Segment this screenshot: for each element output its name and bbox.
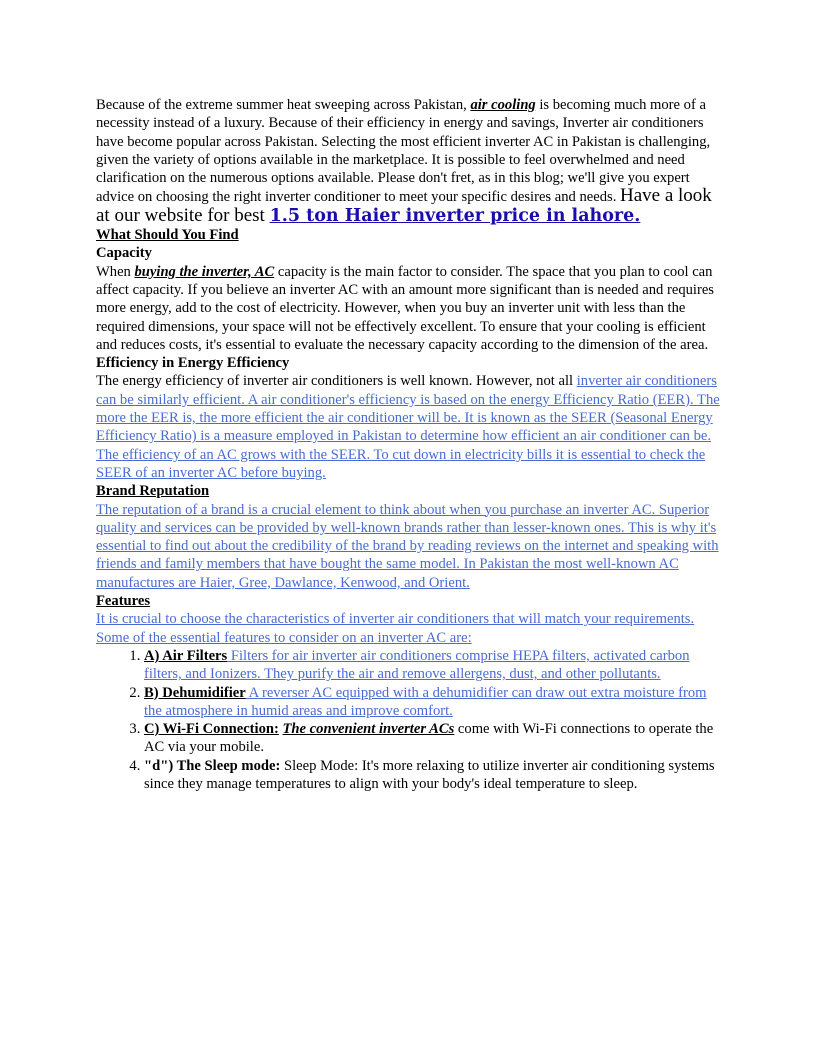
features-intro-link[interactable]: It is crucial to choose the characteristics of inverter air conditioners that will match your requirements. Some of the essential features to consider on an inverter AC are: (96, 611, 695, 646)
buying-inverter-link[interactable]: buying the inverter, AC (134, 263, 275, 280)
intro-text-1: Because of the extreme summer heat sweeping across Pakistan, (96, 97, 471, 113)
haier-price-link[interactable]: 1.5 ton Haier inverter price in lahore. (269, 205, 641, 226)
brand-heading: Brand Reputation (96, 483, 210, 500)
intro-cta-text: Have a look at our website for best (96, 185, 712, 226)
air-filters-link[interactable]: Filters for air inverter air conditioners comprise HEPA filters, activated carbon filters, and Ionizers. They purify the air and remove allergens, dust, and other pollutants. (144, 647, 690, 683)
features-list (96, 647, 722, 793)
features-intro (96, 610, 722, 647)
sleep-mode-label: "d") The Sleep mode: (144, 757, 281, 774)
efficiency-paragraph (96, 372, 722, 482)
features-heading: Features (96, 593, 151, 610)
capacity-text-2: capacity is the main factor to consider. The space that you plan to cool can affect capacity. If you believe an inverter AC with an amount more significant than is needed and requires more energy, add to the cost of electricity. However, when you buy an inverter unit with less than the required dimensions, your space will not be effectively excellent. To ensure that your cooling is efficient and reduces costs, it's essential to evaluate the necessary capacity according to the dimension of the area. (96, 263, 714, 353)
capacity-paragraph (96, 263, 722, 354)
wifi-text: come with Wi-Fi connections to operate the AC via your mobile. (144, 721, 714, 756)
brand-paragraph (96, 501, 722, 592)
list-item (144, 720, 722, 757)
air-filters-label: A) Air Filters (144, 647, 228, 664)
list-item (144, 647, 722, 684)
list-item (144, 684, 722, 721)
air-cooling-link[interactable]: air cooling (470, 97, 536, 113)
wifi-label: C) Wi-Fi Connection: (144, 721, 279, 738)
efficiency-heading: Efficiency in Energy Efficiency (96, 355, 290, 372)
capacity-text-1: When (96, 263, 135, 280)
intro-paragraph (96, 96, 722, 226)
sleep-mode-text: Sleep Mode: It's more relaxing to utilize inverter air conditioning systems since they manage temperatures to align with your body's ideal temperature to sleep. (144, 757, 715, 792)
efficiency-text-1: The energy efficiency of inverter air conditioners is well known. However, not all (96, 373, 577, 390)
convenient-inverter-link[interactable]: The convenient inverter ACs (282, 721, 455, 738)
section-heading-what-should-you-find: What Should You Find (96, 227, 239, 244)
list-item (144, 757, 722, 794)
efficiency-link[interactable]: inverter air conditioners can be similarly efficient. A air conditioner's efficiency is based on the energy Efficiency Ratio (EER). The more the EER is, the more efficient the air conditioner will be. It is known as the SEER (Seasonal Energy Efficiency Ratio) is a measure employed in Pakistan to determine how efficient an air conditioner can be. The efficiency of an AC grows with the SEER. To cut down in electricity bills it is essential to check the SEER of an inverter AC before buying. (96, 373, 720, 481)
capacity-heading: Capacity (96, 245, 152, 262)
document-page (96, 96, 722, 793)
dehumidifier-label: B) Dehumidifier (144, 684, 246, 701)
dehumidifier-link[interactable]: A reverser AC equipped with a dehumidifier can draw out extra moisture from the atmosphere in humid areas and improve comfort. (144, 684, 707, 719)
brand-link[interactable]: The reputation of a brand is a crucial element to think about when you purchase an inverter AC. Superior quality and services can be provided by well-known brands rather than lesser-known ones. This is why it's essential to find out about the credibility of the brand by reading reviews on the internet and speaking with friends and family members that have bought the same model. In Pakistan the most well-known AC manufactures are Haier, Gree, Dawlance, Kenwood, and Orient. (96, 501, 719, 591)
intro-text-2: is becoming much more of a necessity instead of a luxury. Because of their efficiency in energy and savings, Inverter air conditioners have become popular across Pakistan. Selecting the most efficient inverter AC in Pakistan is challenging, given the variety of options available in the marketplace. It is possible to feel overwhelmed and need clarification on the numerous options available. Please don't fret, as in this blog; we'll give you expert advice on choosing the right inverter conditioner to meet your specific desires and needs. (96, 97, 711, 206)
